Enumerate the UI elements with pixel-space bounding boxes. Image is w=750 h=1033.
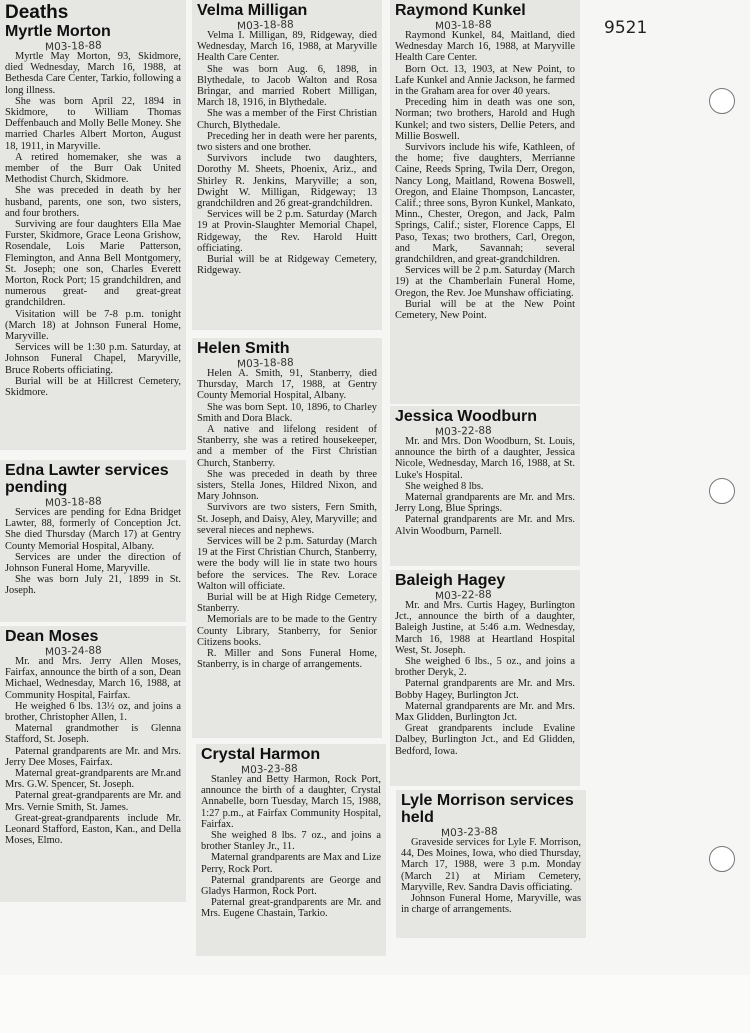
- clipping-baleigh-hagey: [390, 570, 580, 786]
- clipping-dean-moses: [0, 626, 186, 902]
- paragraph: Johnson Funeral Home, Maryville, was in charge of arrangements.: [401, 893, 581, 916]
- paragraph: She was a member of the First Christian Church, Blythedale.: [197, 108, 377, 131]
- handwritten-date-note: M03-18-88: [434, 18, 492, 33]
- paragraph: Burial will be at Ridgeway Cemetery, Ridgeway.: [197, 254, 377, 277]
- obituary-title: Lyle Morrison services held: [401, 792, 574, 826]
- obituary-title: Helen Smith: [197, 340, 290, 357]
- clipping-deaths-myrtle-morton: [0, 0, 186, 450]
- paragraph: Great-great-grandparents include Mr. Leonard Stafford, Easton, Kan., and Della Moses, Elmo.: [5, 812, 181, 847]
- birth-title: Crystal Harmon: [201, 746, 321, 763]
- paragraph: Burial will be at Hillcrest Cemetery, Skidmore.: [5, 375, 181, 399]
- paragraph: Myrtle May Morton, 93, Skidmore, died Wednesday, March 16, 1988, at Bethesda Care Center, Tarkio, following a long illness.: [5, 51, 181, 96]
- paragraph: Maternal grandparents are Max and Lize Perry, Rock Port.: [201, 852, 381, 875]
- paragraph: She weighed 8 lbs.: [405, 480, 484, 492]
- paragraph: Mr. and Mrs. Curtis Hagey, Burlington Jct., announce the birth of a daughter, Baleigh Justine, at 5:46 a.m. Wednesday, March 16, 1988 at Heartland Hospital West, St. Joseph.: [395, 600, 575, 656]
- paragraph: She was born Aug. 6, 1898, in Blythedale, to Jacob Walton and Rosa Bringar, and married Robert Milligan, March 18, 1916, in Blythedale.: [197, 63, 377, 109]
- obituary-title: Raymond Kunkel: [395, 2, 526, 19]
- paragraph: She was preceded in death by three sisters, Stella Jones, Hildred Nixon, and Mary Johnson.: [197, 468, 377, 503]
- paragraph: Born Oct. 13, 1903, at New Point, to Lafe Kunkel and Annie Jackson, he farmed in the Graham area for over 40 years.: [395, 63, 575, 98]
- handwritten-date-note: M03-18-88: [236, 356, 294, 371]
- paragraph: Paternal grandparents are Mr. and Mrs. Jerry Dee Moses, Fairfax.: [5, 745, 181, 768]
- birth-title: Dean Moses: [5, 628, 99, 645]
- paragraph: Helen A. Smith, 91, Stanberry, died Thursday, March 17, 1988, at Gentry County Memorial Hospital, Albany.: [197, 368, 377, 402]
- obituary-title: Velma Milligan: [197, 2, 308, 19]
- paragraph: A native and lifelong resident of Stanberry, she was a retired housekeeper, and a member of the First Christian Church, Stanberry.: [197, 424, 377, 469]
- obituary-title: Myrtle Morton: [5, 23, 111, 40]
- handwritten-page-number: 9521: [604, 18, 648, 38]
- paragraph: Services will be 1:30 p.m. Saturday, at Johnson Funeral Chapel, Maryville, Bruce Roberts officiating.: [5, 342, 181, 376]
- paragraph: Survivors include two daughters, Dorothy M. Sheets, Phoenix, Ariz., and Shirley R. Jenkins, Maryville; a son, Dwight W. Milligan, Ridgeway; 13 grandchildren and 26 great-grandchildren.: [197, 153, 377, 210]
- paragraph: Services are pending for Edna Bridget Lawter, 88, formerly of Conception Jct. She died Thursday (March 17) at Gentry County Memorial Hospital, Albany.: [5, 507, 181, 552]
- paragraph: Visitation will be 7-8 p.m. tonight (March 18) at Johnson Funeral Home, Maryville.: [5, 308, 181, 343]
- paragraph: Paternal great-grandparents are Mr. and Mrs. Vernie Smith, St. James.: [5, 790, 181, 813]
- obituary-title: Edna Lawter services pending: [5, 462, 169, 496]
- paragraph: Maternal grandparents are Mr. and Mrs. Max Glidden, Burlington Jct.: [395, 700, 575, 724]
- handwritten-date-note: M03-22-88: [434, 424, 492, 439]
- paragraph: Stanley and Betty Harmon, Rock Port, announce the birth of a daughter, Crystal Annabelle, born Tuesday, March 15, 1988, 1:27 p.m., at Fairfax Community Hospital, Fairfax.: [201, 774, 381, 830]
- paragraph: Great grandparents include Evaline Dalbey, Burlington Jct., and Ed Glidden, Bedford, Iowa.: [395, 723, 575, 757]
- paragraph: Memorials are to be made to the Gentry County Library, Stanberry, for Senior Citizens books.: [197, 614, 377, 648]
- handwritten-date-note: M03-18-88: [44, 39, 102, 54]
- paragraph: Paternal grandparents are Mr. and Mrs. Alvin Woodburn, Parnell.: [395, 514, 575, 537]
- paragraph: Mr. and Mrs. Don Woodburn, St. Louis, announce the birth of a daughter, Jessica Nicole, Wednesday, March 16, 1988, at St. Luke's Hospital.: [395, 436, 575, 481]
- clipping-lyle-morrison: [396, 790, 586, 938]
- paragraph: Preceding him in death was one son, Norman; two brothers, Harold and Hugh Kunkel; and two sisters, Dellie Peters, and Millie Boswell.: [395, 97, 575, 142]
- paragraph: She was born July 21, 1899 in St. Joseph.: [5, 574, 181, 597]
- clipping-edna-lawter: [0, 460, 186, 622]
- clipping-velma-milligan: [192, 0, 382, 330]
- handwritten-date-note: M03-22-88: [434, 588, 492, 603]
- paragraph: She was preceded in death by her husband, parents, one son, two sisters, and four brothers.: [5, 185, 181, 219]
- binder-hole-middle: [709, 478, 735, 504]
- binder-hole-bottom: [709, 846, 735, 872]
- paragraph: R. Miller and Sons Funeral Home, Stanberry, is in charge of arrangements.: [197, 648, 377, 671]
- paragraph: Services will be 2 p.m. Saturday (March 19) at the Chamberlain Funeral Home, Oregon, the Rev. Joe Munshaw officiating.: [395, 265, 575, 299]
- paragraph: Services will be 2 p.m. Saturday (March 19 at Provin-Slaughter Memorial Chapel, Ridgeway, the Rev. Harold Huitt officiating.: [197, 209, 377, 254]
- clipping-crystal-harmon: [196, 744, 386, 956]
- handwritten-date-note: M03-18-88: [236, 18, 294, 33]
- birth-title: Jessica Woodburn: [395, 408, 537, 425]
- paragraph: Paternal great-grandparents are Mr. and Mrs. Eugene Chastain, Tarkio.: [201, 897, 381, 920]
- clipping-jessica-woodburn: [390, 406, 580, 566]
- paragraph: Services are under the direction of Johnson Funeral Home, Maryville.: [5, 551, 181, 575]
- paragraph: Burial will be at High Ridge Cemetery, Stanberry.: [197, 592, 377, 615]
- paragraph: Raymond Kunkel, 84, Maitland, died Wednesday March 16, 1988, at Maryville Health Care Center.: [395, 30, 575, 64]
- paragraph: She weighed 8 lbs. 7 oz., and joins a brother Stanley Jr., 11.: [201, 830, 381, 853]
- page-bottom-margin: [0, 975, 750, 1033]
- paragraph: Surviving are four daughters Ella Mae Furster, Skidmore, Grace Leona Grishow, Rosendale, Lois Marie Patterson, Flemington, and Anna Bell Montgomery, St. Joseph; one son, Charles Everett Morton, Rock Port; 15 grandchildren, and numerous great- and great-great grandchildren.: [5, 219, 181, 309]
- paragraph: Survivors include his wife, Kathleen, of the home; five daughters, Merrianne Caine, Reeds Spring, Twila Derr, Oregon, Nancy Long, Maitland, Rowena Boswell, Oregon, and Elaine Thompson, Lancaster, Calif.; three sons, Byron Kunkel, Mankato, Minn., Chester, Oregon, and Jack, Palm Springs, Calif.; sister, Florence Capps, El Paso, Texas; two brothers, Carl, Oregon, and Mark, Savannah; several grandchildren, and great-grandchildren.: [395, 142, 575, 266]
- handwritten-date-note: M03-18-88: [44, 495, 102, 510]
- clipping-helen-smith: [192, 338, 382, 738]
- paragraph: Velma I. Milligan, 89, Ridgeway, died Wednesday, March 16, 1988, at Maryville Health Care Center.: [197, 30, 377, 64]
- paragraph: Survivors are two sisters, Fern Smith, St. Joseph, and Daisy, Aley, Maryville; and several nieces and nephews.: [197, 502, 377, 536]
- paragraph: Paternal grandparents are Mr. and Mrs. Bobby Hagey, Burlington Jct.: [395, 678, 575, 701]
- handwritten-date-note: M03-23-88: [440, 825, 498, 840]
- clipping-raymond-kunkel: [390, 0, 580, 404]
- handwritten-date-note: M03-24-88: [44, 644, 102, 659]
- paragraph: Preceding her in death were her parents, two sisters and one brother.: [197, 130, 377, 154]
- birth-title: Baleigh Hagey: [395, 572, 506, 589]
- section-header: Deaths: [5, 2, 69, 23]
- paragraph: She was born April 22, 1894 in Skidmore, to William Thomas Deffenbauch and Molly Belle Money. She married Charles Albert Morton, August 18, 1911, in Maryville.: [5, 95, 181, 152]
- paragraph: Services will be 2 p.m. Saturday (March 19 at the First Christian Church, Stanberry, were the body will lie in state two hours before the services. The Rev. Lorace Walton will officiate.: [197, 536, 377, 592]
- paragraph: Maternal grandmother is Glenna Stafford, St. Joseph.: [5, 723, 181, 746]
- paragraph: Burial will be at the New Point Cemetery, New Point.: [395, 298, 575, 322]
- paragraph: Paternal grandparents are George and Gladys Harmon, Rock Port.: [201, 874, 381, 898]
- paragraph: She weighed 6 lbs., 5 oz., and joins a brother Deryk, 2.: [395, 656, 575, 679]
- paragraph: Maternal great-grandparents are Mr.and Mrs. G.W. Spencer, St. Joseph.: [5, 768, 181, 791]
- paragraph: Graveside services for Lyle F. Morrison, 44, Des Moines, Iowa, who died Thursday, March 17, 1988, were 3 p.m. Monday (March 21) at Miriam Cemetery, Maryville, Rev. Sandra Davis officiating.: [401, 837, 581, 893]
- paragraph: Mr. and Mrs. Jerry Allen Moses, Fairfax, announce the birth of a son, Dean Michael, Wednesday, March 16, 1988, at Community Hospital, Fairfax.: [5, 656, 181, 701]
- handwritten-date-note: M03-23-88: [240, 762, 298, 777]
- paragraph: He weighed 6 lbs. 13½ oz, and joins a brother, Christopher Allen, 1.: [5, 700, 181, 724]
- paragraph: Maternal grandparents are Mr. and Mrs. Jerry Long, Blue Springs.: [395, 492, 575, 515]
- paragraph: She was born Sept. 10, 1896, to Charley Smith and Dora Black.: [197, 401, 377, 424]
- binder-hole-top: [709, 88, 735, 114]
- paragraph: A retired homemaker, she was a member of the Burr Oak United Methodist Church, Skidmore.: [5, 151, 181, 186]
